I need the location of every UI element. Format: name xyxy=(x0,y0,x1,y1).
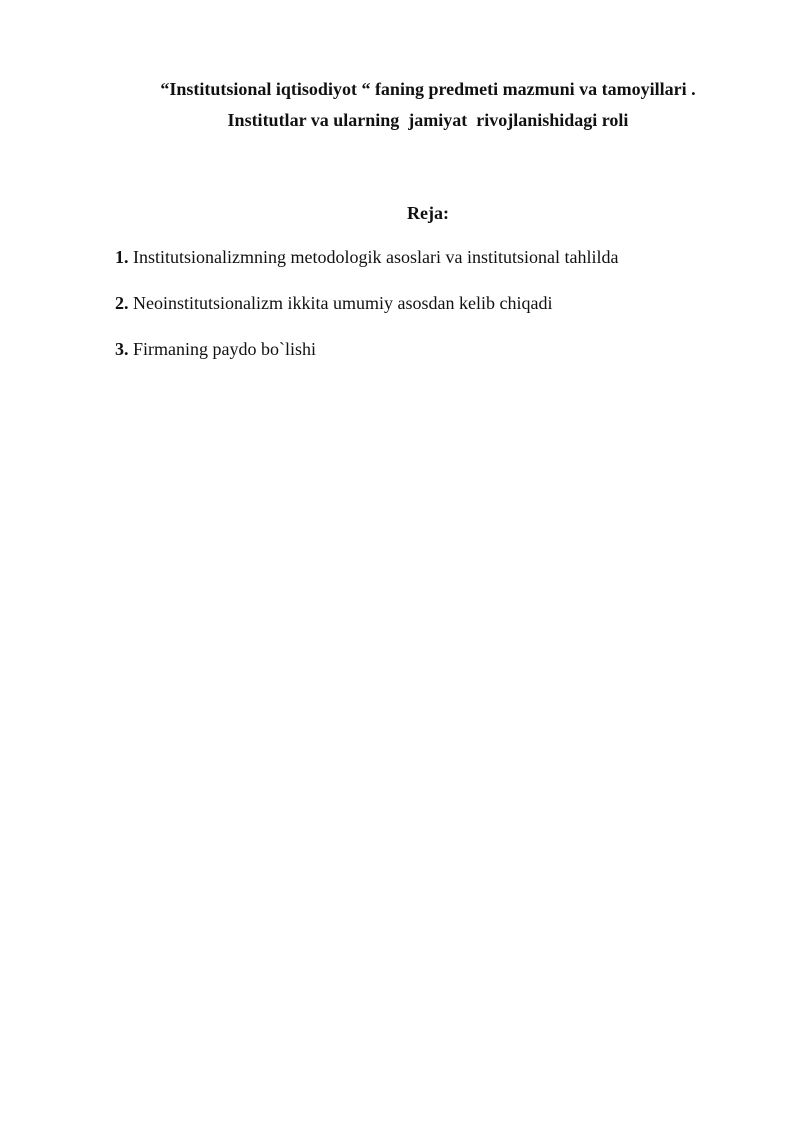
plan-item-text: Institutsionalizmning metodologik asoslari va institutsional tahlilda xyxy=(133,247,619,267)
plan-item-text: Neoinstitutsionalizm ikkita umumiy asosdan kelib chiqadi xyxy=(133,293,553,313)
plan-item-text: Firmaning paydo bo`lishi xyxy=(133,339,316,359)
plan-item-3 xyxy=(115,338,618,360)
plan-list xyxy=(115,246,618,384)
plan-item-number: 1. xyxy=(115,247,129,267)
plan-heading: Reja: xyxy=(407,203,449,223)
document-title-line-1: “Institutsional iqtisodiyot “ faning predmeti mazmuni va tamoyillari . xyxy=(160,79,696,99)
document-title-line-2: Institutlar va ularning jamiyat rivojlanishidagi roli xyxy=(227,110,629,130)
plan-item-2 xyxy=(115,292,618,314)
plan-item-number: 2. xyxy=(115,293,129,313)
plan-item-1 xyxy=(115,246,618,268)
plan-item-number: 3. xyxy=(115,339,129,359)
